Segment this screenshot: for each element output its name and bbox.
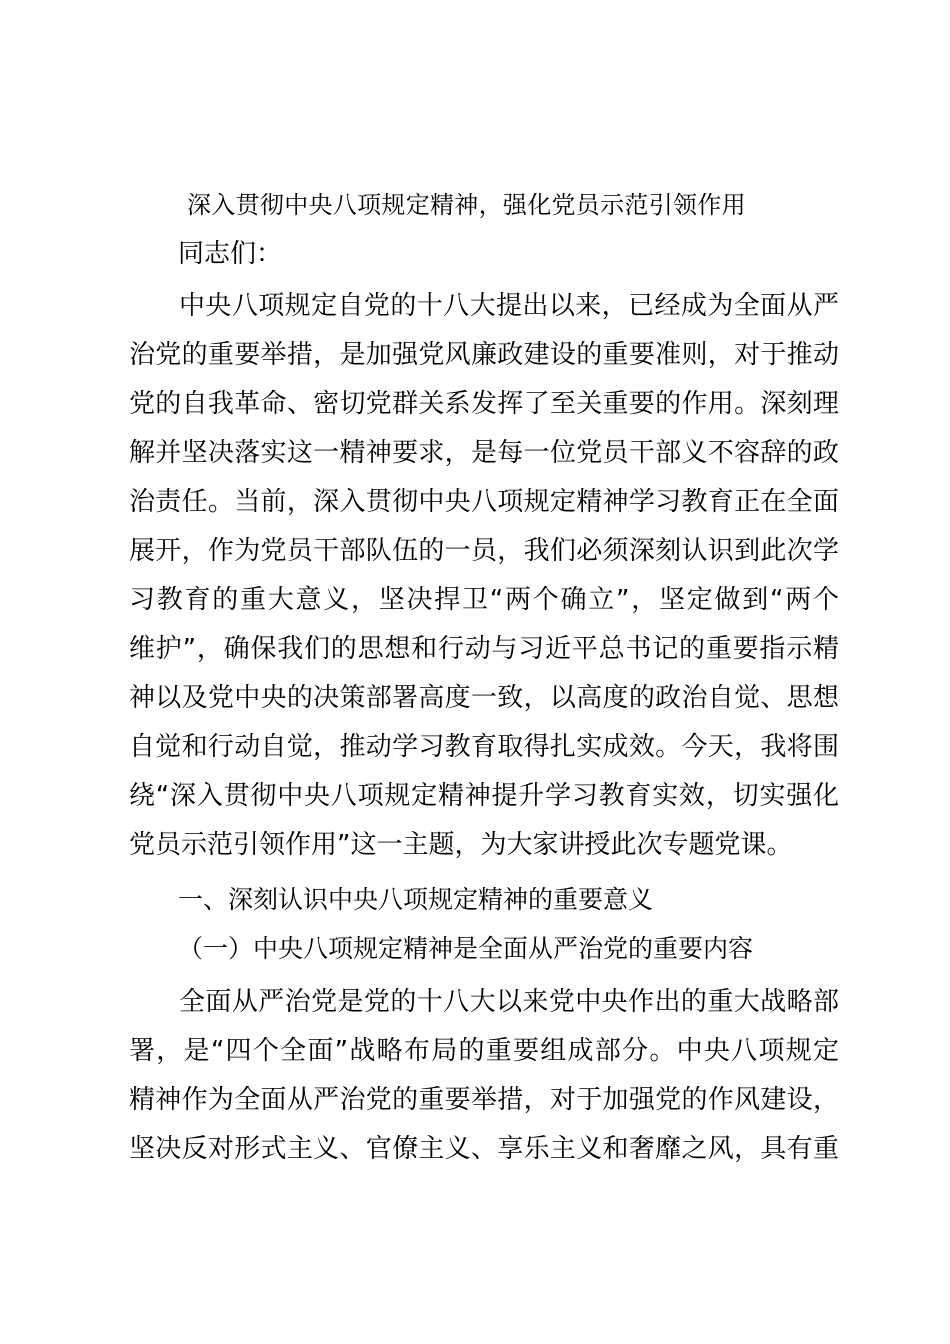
paragraph-line: 精神作为全面从严治党的重要举措，对于加强党的作风建设， bbox=[129, 1085, 839, 1115]
paragraph-line: 绕“深入贯彻中央八项规定精神提升学习教育实效，切实强化 bbox=[129, 781, 839, 811]
paragraph-line: 坚决反对形式主义、官僚主义、享乐主义和奢靡之风，具有重 bbox=[129, 1134, 839, 1164]
paragraph-line: 中央八项规定自党的十八大提出以来，已经成为全面从严 bbox=[179, 291, 839, 321]
paragraph-line: 治党的重要举措，是加强党风廉政建设的重要准则，对于推动 bbox=[129, 340, 839, 370]
paragraph-line: 展开，作为党员干部队伍的一员，我们必须深刻认识到此次学 bbox=[129, 536, 839, 566]
paragraph-line: 党员示范引领作用”这一主题，为大家讲授此次专题党课。 bbox=[129, 830, 793, 860]
section-heading: 一、深刻认识中央八项规定精神的重要意义 bbox=[178, 885, 654, 914]
subsection-heading: （一）中央八项规定精神是全面从严治党的重要内容 bbox=[178, 934, 754, 963]
paragraph-line: 解并坚决落实这一精神要求，是每一位党员干部义不容辞的政 bbox=[129, 438, 839, 468]
paragraph-line: 神以及党中央的决策部署高度一致，以高度的政治自觉、思想 bbox=[129, 683, 839, 713]
paragraph-line: 维护”，确保我们的思想和行动与习近平总书记的重要指示精 bbox=[129, 634, 839, 664]
salutation: 同志们： bbox=[178, 239, 283, 269]
paragraph-intro bbox=[129, 282, 839, 870]
document-title: 深入贯彻中央八项规定精神，强化党员示范引领作用 bbox=[187, 191, 746, 219]
paragraph-line: 全面从严治党是党的十八大以来党中央作出的重大战略部 bbox=[179, 987, 839, 1017]
paragraph-line: 自觉和行动自觉，推动学习教育取得扎实成效。今天，我将围 bbox=[129, 732, 839, 762]
paragraph-line: 治责任。当前，深入贯彻中央八项规定精神学习教育正在全面 bbox=[129, 487, 839, 517]
paragraph-line: 习教育的重大意义，坚决捍卫“两个确立”，坚定做到“两个 bbox=[129, 585, 839, 615]
paragraph-section1 bbox=[129, 978, 839, 1174]
paragraph-line: 党的自我革命、密切党群关系发挥了至关重要的作用。深刻理 bbox=[129, 389, 839, 419]
paragraph-line: 署，是“四个全面”战略布局的重要组成部分。中央八项规定 bbox=[129, 1036, 839, 1066]
